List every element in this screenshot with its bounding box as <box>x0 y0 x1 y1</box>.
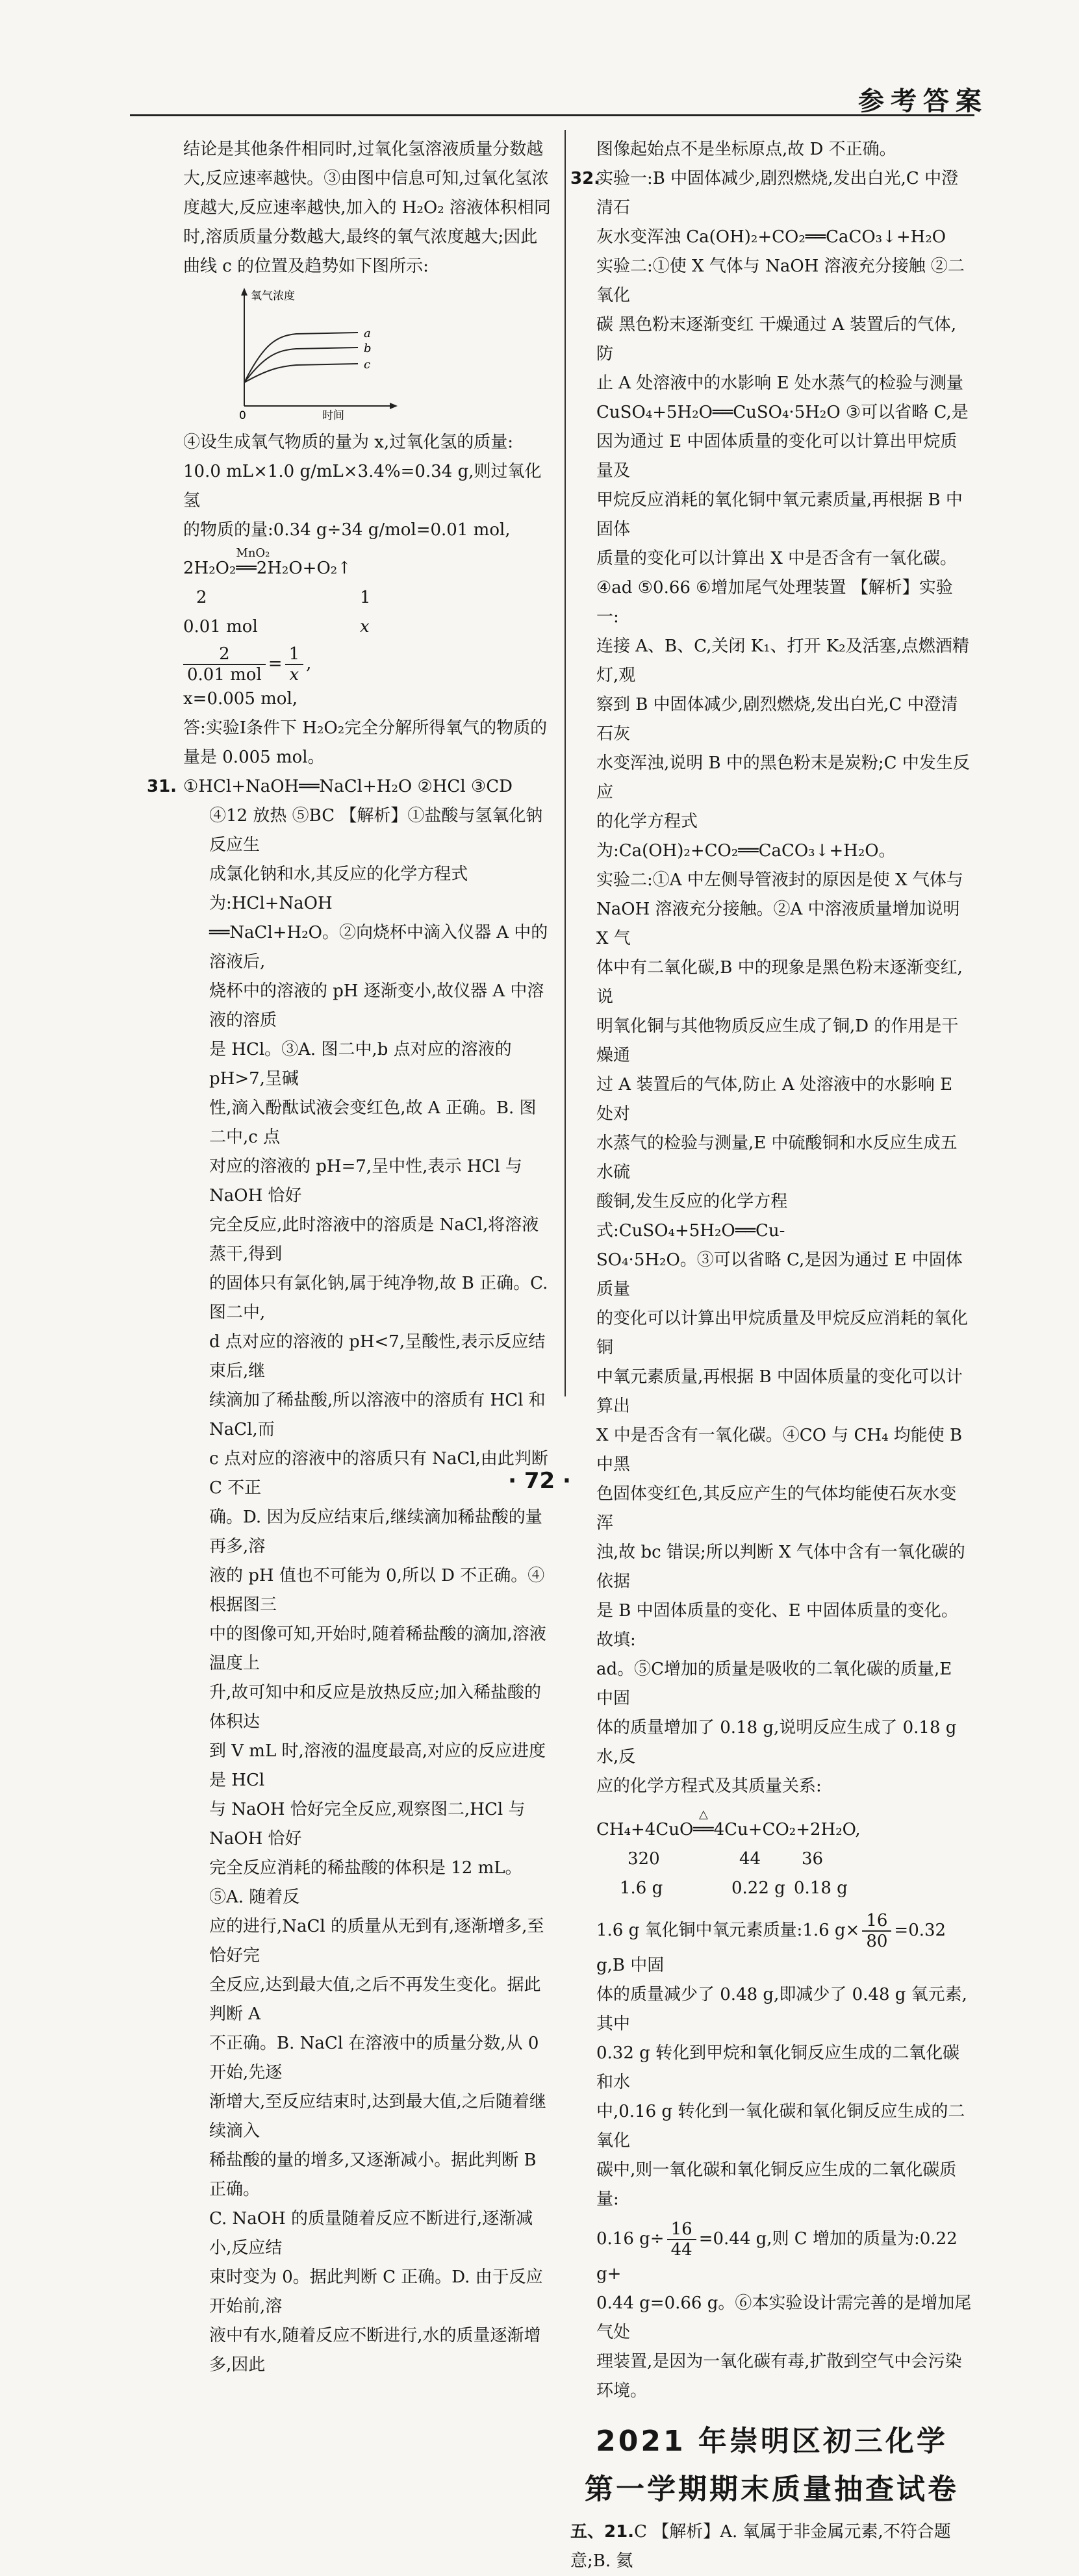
curve-b-label: b <box>364 342 372 355</box>
text-line: 完全反应,此时溶液中的溶质是 NaCl,将溶液蒸干,得到 <box>209 1215 539 1264</box>
equation-condition: △ <box>699 1808 708 1821</box>
equation-rhs: 2H₂O+O₂↑ <box>256 559 351 578</box>
curve-a <box>244 333 358 383</box>
text-line: 的变化可以计算出甲烷质量及甲烷反应消耗的氧化铜 <box>596 1309 969 1357</box>
fraction: $\frac{16}{44}$ <box>667 2219 696 2260</box>
text-line: 中氧元素质量,再根据 B 中固体质量的变化可以计算出 <box>596 1367 963 1416</box>
text-line: 升,故可知中和反应是放热反应;加入稀盐酸的体积达 <box>209 1683 542 1732</box>
question-number: 31. <box>147 777 177 796</box>
text-line: 的化学方程式为:Ca(OH)₂+CO₂══CaCO₃↓+H₂O。 <box>596 812 896 861</box>
equation-rhs: 4Cu+CO₂+2H₂O, <box>713 1820 861 1839</box>
column-divider <box>565 130 566 1396</box>
text-line: 实验二:①A 中左侧导管液封的原因是使 X 气体与 <box>596 870 963 890</box>
text-line: x=0.005 mol, <box>183 689 298 709</box>
equation-line <box>596 1808 973 1845</box>
text-line: 全反应,达到最大值,之后不再发生变化。据此判断 A <box>209 1975 541 2024</box>
text-line: 度越大,反应速率越快,加入的 H₂O₂ 溶液体积相同 <box>183 198 551 218</box>
question-number: 五、21. <box>570 2522 635 2542</box>
page-number: · 72 · <box>508 1468 571 1494</box>
equation-lhs: CH₄+4CuO <box>596 1820 694 1839</box>
text-line: 酸铜,发生反应的化学方程式:CuSO₄+5H₂O══Cu- <box>596 1192 788 1241</box>
header-rule <box>130 114 974 116</box>
text-line: 水蒸气的检验与测量,E 中硫酸铜和水反应生成五水硫 <box>596 1133 958 1182</box>
text-line: 续滴加了稀盐酸,所以溶液中的溶质有 HCl 和 NaCl,而 <box>209 1391 546 1439</box>
text-line: 水变浑浊,说明 B 中的黑色粉末是炭粉;C 中发生反应 <box>596 753 970 802</box>
origin-label: 0 <box>239 409 246 422</box>
text-line: ④ad ⑤0.66 ⑥增加尾气处理装置 【解析】实验一: <box>596 578 953 627</box>
equation-arrow: △ ══ <box>693 1815 713 1845</box>
equation-arrow: MnO₂ ══ <box>236 554 256 583</box>
right-column <box>570 135 973 2576</box>
mass-ratio-row <box>596 1845 973 1874</box>
text-line: 对应的溶液的 pH=7,呈中性,表示 HCl 与 NaOH 恰好 <box>209 1157 522 1206</box>
mass-ratio: 44 <box>739 1849 761 1869</box>
header-title: 参考答案 <box>858 86 988 116</box>
proportion-line: $\frac{2}{\text{0.01 mol}}$ = $\frac{1}{x}$ , <box>183 644 553 685</box>
text-line: 是 HCl。③A. 图二中,b 点对应的溶液的 pH>7,呈碱 <box>209 1040 512 1089</box>
text-line: ④设生成氧气物质的量为 x,过氧化氢的质量: <box>183 433 513 452</box>
left-column <box>127 135 553 2380</box>
text-line: SO₄·5H₂O。③可以省略 C,是因为通过 E 中固体质量 <box>596 1250 963 1299</box>
equation-condition: MnO₂ <box>236 546 270 560</box>
text-line: 察到 B 中固体减少,剧烈燃烧,发出白光,C 中澄清石灰 <box>596 695 958 744</box>
text-line: c 点对应的溶液中的溶质只有 NaCl,由此判断 C 不正 <box>209 1449 548 1498</box>
text-line: 答:实验Ⅰ条件下 H₂O₂完全分解所得氧气的物质的 <box>183 718 548 738</box>
text-line: 曲线 c 的位置及趋势如下图所示: <box>183 257 429 276</box>
text-line: 体中有二氧化碳,B 中的现象是黑色粉末逐渐变红,说 <box>596 958 963 1007</box>
section-title-line: 第一学期期末质量抽查试卷 <box>585 2473 959 2506</box>
text-line: 性,滴入酚酞试液会变红色,故 A 正确。B. 图二中,c 点 <box>209 1098 537 1147</box>
text-line: 31. ①HCl+NaOH══NaCl+H₂O ②HCl ③CD <box>183 772 553 802</box>
curve-c-label: c <box>364 358 371 372</box>
q31-continuation <box>570 135 973 164</box>
text-line: 体的质量减少了 0.48 g,即减少了 0.48 g 氧元素,其中 <box>596 1985 967 2034</box>
text-line: C. NaOH 的质量随着反应不断进行,逐渐减小,反应结 <box>209 2209 533 2258</box>
text-line: 完全反应消耗的稀盐酸的体积是 12 mL。⑤A. 随着反 <box>209 1858 522 1907</box>
text-line: 碳 黑色粉末逐渐变红 干燥通过 A 装置后的气体,防 <box>596 315 957 364</box>
coefficient: 1 <box>360 588 371 607</box>
text-line: ④12 放热 ⑤BC 【解析】①盐酸与氢氧化钠反应生 <box>209 806 543 855</box>
coefficient: 2 <box>196 588 207 607</box>
text-line: 稀盐酸的量的增多,又逐渐减小。据此判断 B 正确。 <box>209 2151 537 2199</box>
question-32 <box>570 164 973 2406</box>
mass-ratio: 36 <box>802 1849 824 1869</box>
q30-continuation <box>127 135 553 281</box>
text-line: 渐增大,至反应结束时,达到最大值,之后随着继续滴入 <box>209 2092 546 2141</box>
text-line: 实验二:①使 X 气体与 NaOH 溶液充分接触 ②二氧化 <box>596 257 965 305</box>
value: x <box>360 617 370 637</box>
x-axis-label: 时间 <box>322 409 344 422</box>
text-line: 结论是其他条件相同时,过氧化氢溶液质量分数越 <box>183 140 544 159</box>
y-axis-label: 氧气浓度 <box>251 290 295 303</box>
question-number: 32. <box>570 169 601 188</box>
text-line: 质量的变化可以计算出 X 中是否含有一氧化碳。 <box>596 549 958 568</box>
value-row <box>183 612 553 642</box>
fraction: $\frac{1}{x}$ <box>285 644 304 685</box>
text-line: 10.0 mL×1.0 g/mL×3.4%=0.34 g,则过氧化氢 <box>183 462 542 511</box>
text-line: 连接 A、B、C,关闭 K₁、打开 K₂及活塞,点燃酒精灯,观 <box>596 637 969 685</box>
text-line: 液的 pH 值也不可能为 0,所以 D 不正确。④根据图三 <box>209 1566 545 1615</box>
text-line: 0.32 g 转化到甲烷和氧化铜反应生成的二氧化碳和水 <box>596 2043 960 2092</box>
text-line: ad。⑤C增加的质量是吸收的二氧化碳的质量,E 中固 <box>596 1660 952 1708</box>
text-line: X 中是否含有一氧化碳。④CO 与 CH₄ 均能使 B 中黑 <box>596 1426 963 1474</box>
text-line: 到 V mL 时,溶液的温度最高,对应的反应进度是 HCl <box>209 1741 546 1790</box>
calc-line: 0.16 g÷ $\frac{16}{44}$ =0.44 g,则 C 增加的质量为:0.22 g+ <box>596 2219 958 2284</box>
equation-lhs: 2H₂O₂ <box>183 559 236 578</box>
q31-body <box>183 802 553 2380</box>
text-line: 甲烷反应消耗的氧化铜中氧元素质量,再根据 B 中固体 <box>596 490 963 539</box>
text-line: NaOH 溶液充分接触。②A 中溶液质量增加说明 X 气 <box>596 900 960 948</box>
text-line: 束时变为 0。据此判断 C 正确。D. 由于反应开始前,溶 <box>209 2267 543 2316</box>
text-line: 环境。 <box>596 2381 648 2401</box>
text-line: 体的质量增加了 0.18 g,说明反应生成了 0.18 g 水,反 <box>596 1718 957 1767</box>
question-31 <box>127 772 553 2380</box>
text-line: 的物质的量:0.34 g÷34 g/mol=0.01 mol, <box>183 520 511 540</box>
text-line: 过 A 装置后的气体,防止 A 处溶液中的水影响 E 处对 <box>596 1075 953 1124</box>
text-line: CuSO₄+5H₂O══CuSO₄·5H₂O ③可以省略 C,是 <box>596 403 969 422</box>
x-axis-arrow <box>390 403 398 409</box>
text-line: 因为通过 E 中固体质量的变化可以计算出甲烷质量及 <box>596 432 958 481</box>
text-line: 大,反应速率越快。③由图中信息可知,过氧化氢浓 <box>183 169 549 188</box>
mass-ratio: 320 <box>628 1849 660 1869</box>
section-title-line: 2021 年崇明区初三化学 <box>596 2425 948 2458</box>
question-21: 五、21.C 【解析】A. 氧属于非金属元素,不符合题意;B. 氦 <box>570 2522 951 2571</box>
text-line: 成氯化钠和水,其反应的化学方程式为:HCl+NaOH <box>209 865 468 913</box>
curve-a-label: a <box>364 327 371 340</box>
text-line: 图像起始点不是坐标原点,故 D 不正确。 <box>596 140 896 159</box>
y-axis-arrow <box>241 288 248 296</box>
section-heading <box>570 2418 973 2514</box>
text-line: 应的进行,NaCl 的质量从无到有,逐渐增多,至恰好完 <box>209 1917 544 1965</box>
equation-line <box>183 546 553 583</box>
mass-value: 0.18 g <box>794 1878 848 1898</box>
text-line: 0.44 g=0.66 g。⑥本实验设计需完善的是增加尾气处 <box>596 2293 972 2342</box>
text-line: 中的图像可知,开始时,随着稀盐酸的滴加,溶液温度上 <box>209 1624 546 1673</box>
text-line: 灰水变浑浊 Ca(OH)₂+CO₂══CaCO₃↓+H₂O <box>596 227 946 247</box>
curve-c <box>244 364 358 383</box>
text-line: 不正确。B. NaCl 在溶液中的质量分数,从 0 开始,先逐 <box>209 2034 539 2082</box>
value: 0.01 mol <box>183 617 258 637</box>
mass-value: 0.22 g <box>731 1878 785 1898</box>
text-line: 32.实验一:B 中固体减少,剧烈燃烧,发出白光,C 中澄清石 <box>596 164 973 223</box>
text-line: 是 B 中固体质量的变化、E 中固体质量的变化。故填: <box>596 1601 958 1650</box>
mass-value: 1.6 g <box>620 1878 663 1898</box>
text-line: ══NaCl+H₂O。②向烧杯中滴入仪器 A 中的溶液后, <box>209 923 548 972</box>
text-line: 理装置,是因为一氧化碳有毒,扩散到空气中会污染 <box>596 2352 962 2371</box>
text-line: 色固体变红色,其反应产生的气体均能使石灰水变浑 <box>596 1484 957 1533</box>
text-line: 的固体只有氯化钠,属于纯净物,故 B 正确。C. 图二中, <box>209 1274 548 1322</box>
text-line: 止 A 处溶液中的水影响 E 处水蒸气的检验与测量 <box>596 373 963 393</box>
fraction: $\frac{16}{80}$ <box>862 1911 891 1951</box>
coefficient-row <box>183 583 553 612</box>
text-line: 时,溶质质量分数越大,最终的氧气浓度越大;因此 <box>183 227 538 247</box>
oxygen-concentration-graph <box>205 285 400 422</box>
q30-calculation <box>127 428 553 772</box>
text-line: 与 NaOH 恰好完全反应,观察图二,HCl 与 NaOH 恰好 <box>209 1800 526 1849</box>
text-line: 烧杯中的溶液的 pH 逐渐变小,故仪器 A 中溶液的溶质 <box>209 981 544 1030</box>
text-line: d 点对应的溶液的 pH<7,呈酸性,表示反应结束后,继 <box>209 1332 546 1381</box>
mass-value-row <box>596 1874 973 1903</box>
calc-line: 1.6 g 氧化铜中氧元素质量:1.6 g× $\frac{16}{80}$ =0.32 g,B 中固 <box>596 1911 946 1975</box>
text-line: 中,0.16 g 转化到一氧化碳和氧化铜反应生成的二氧化 <box>596 2102 965 2151</box>
text-line: 确。D. 因为反应结束后,继续滴加稀盐酸的量再多,溶 <box>209 1508 542 1556</box>
text-line: 应的化学方程式及其质量关系: <box>596 1776 822 1796</box>
text-line: 浊,故 bc 错误;所以判断 X 气体中含有一氧化碳的依据 <box>596 1543 965 1591</box>
text-line: 碳中,则一氧化碳和氧化铜反应生成的二氧化碳质量: <box>596 2160 957 2209</box>
text-line: 明氧化铜与其他物质反应生成了铜,D 的作用是干燥通 <box>596 1017 959 1065</box>
fraction: $\frac{2}{\text{0.01 mol}}$ <box>183 644 266 685</box>
text-line: 液中有水,随着反应不断进行,水的质量逐渐增多,因此 <box>209 2326 541 2375</box>
text-line: 量是 0.005 mol。 <box>183 748 325 767</box>
